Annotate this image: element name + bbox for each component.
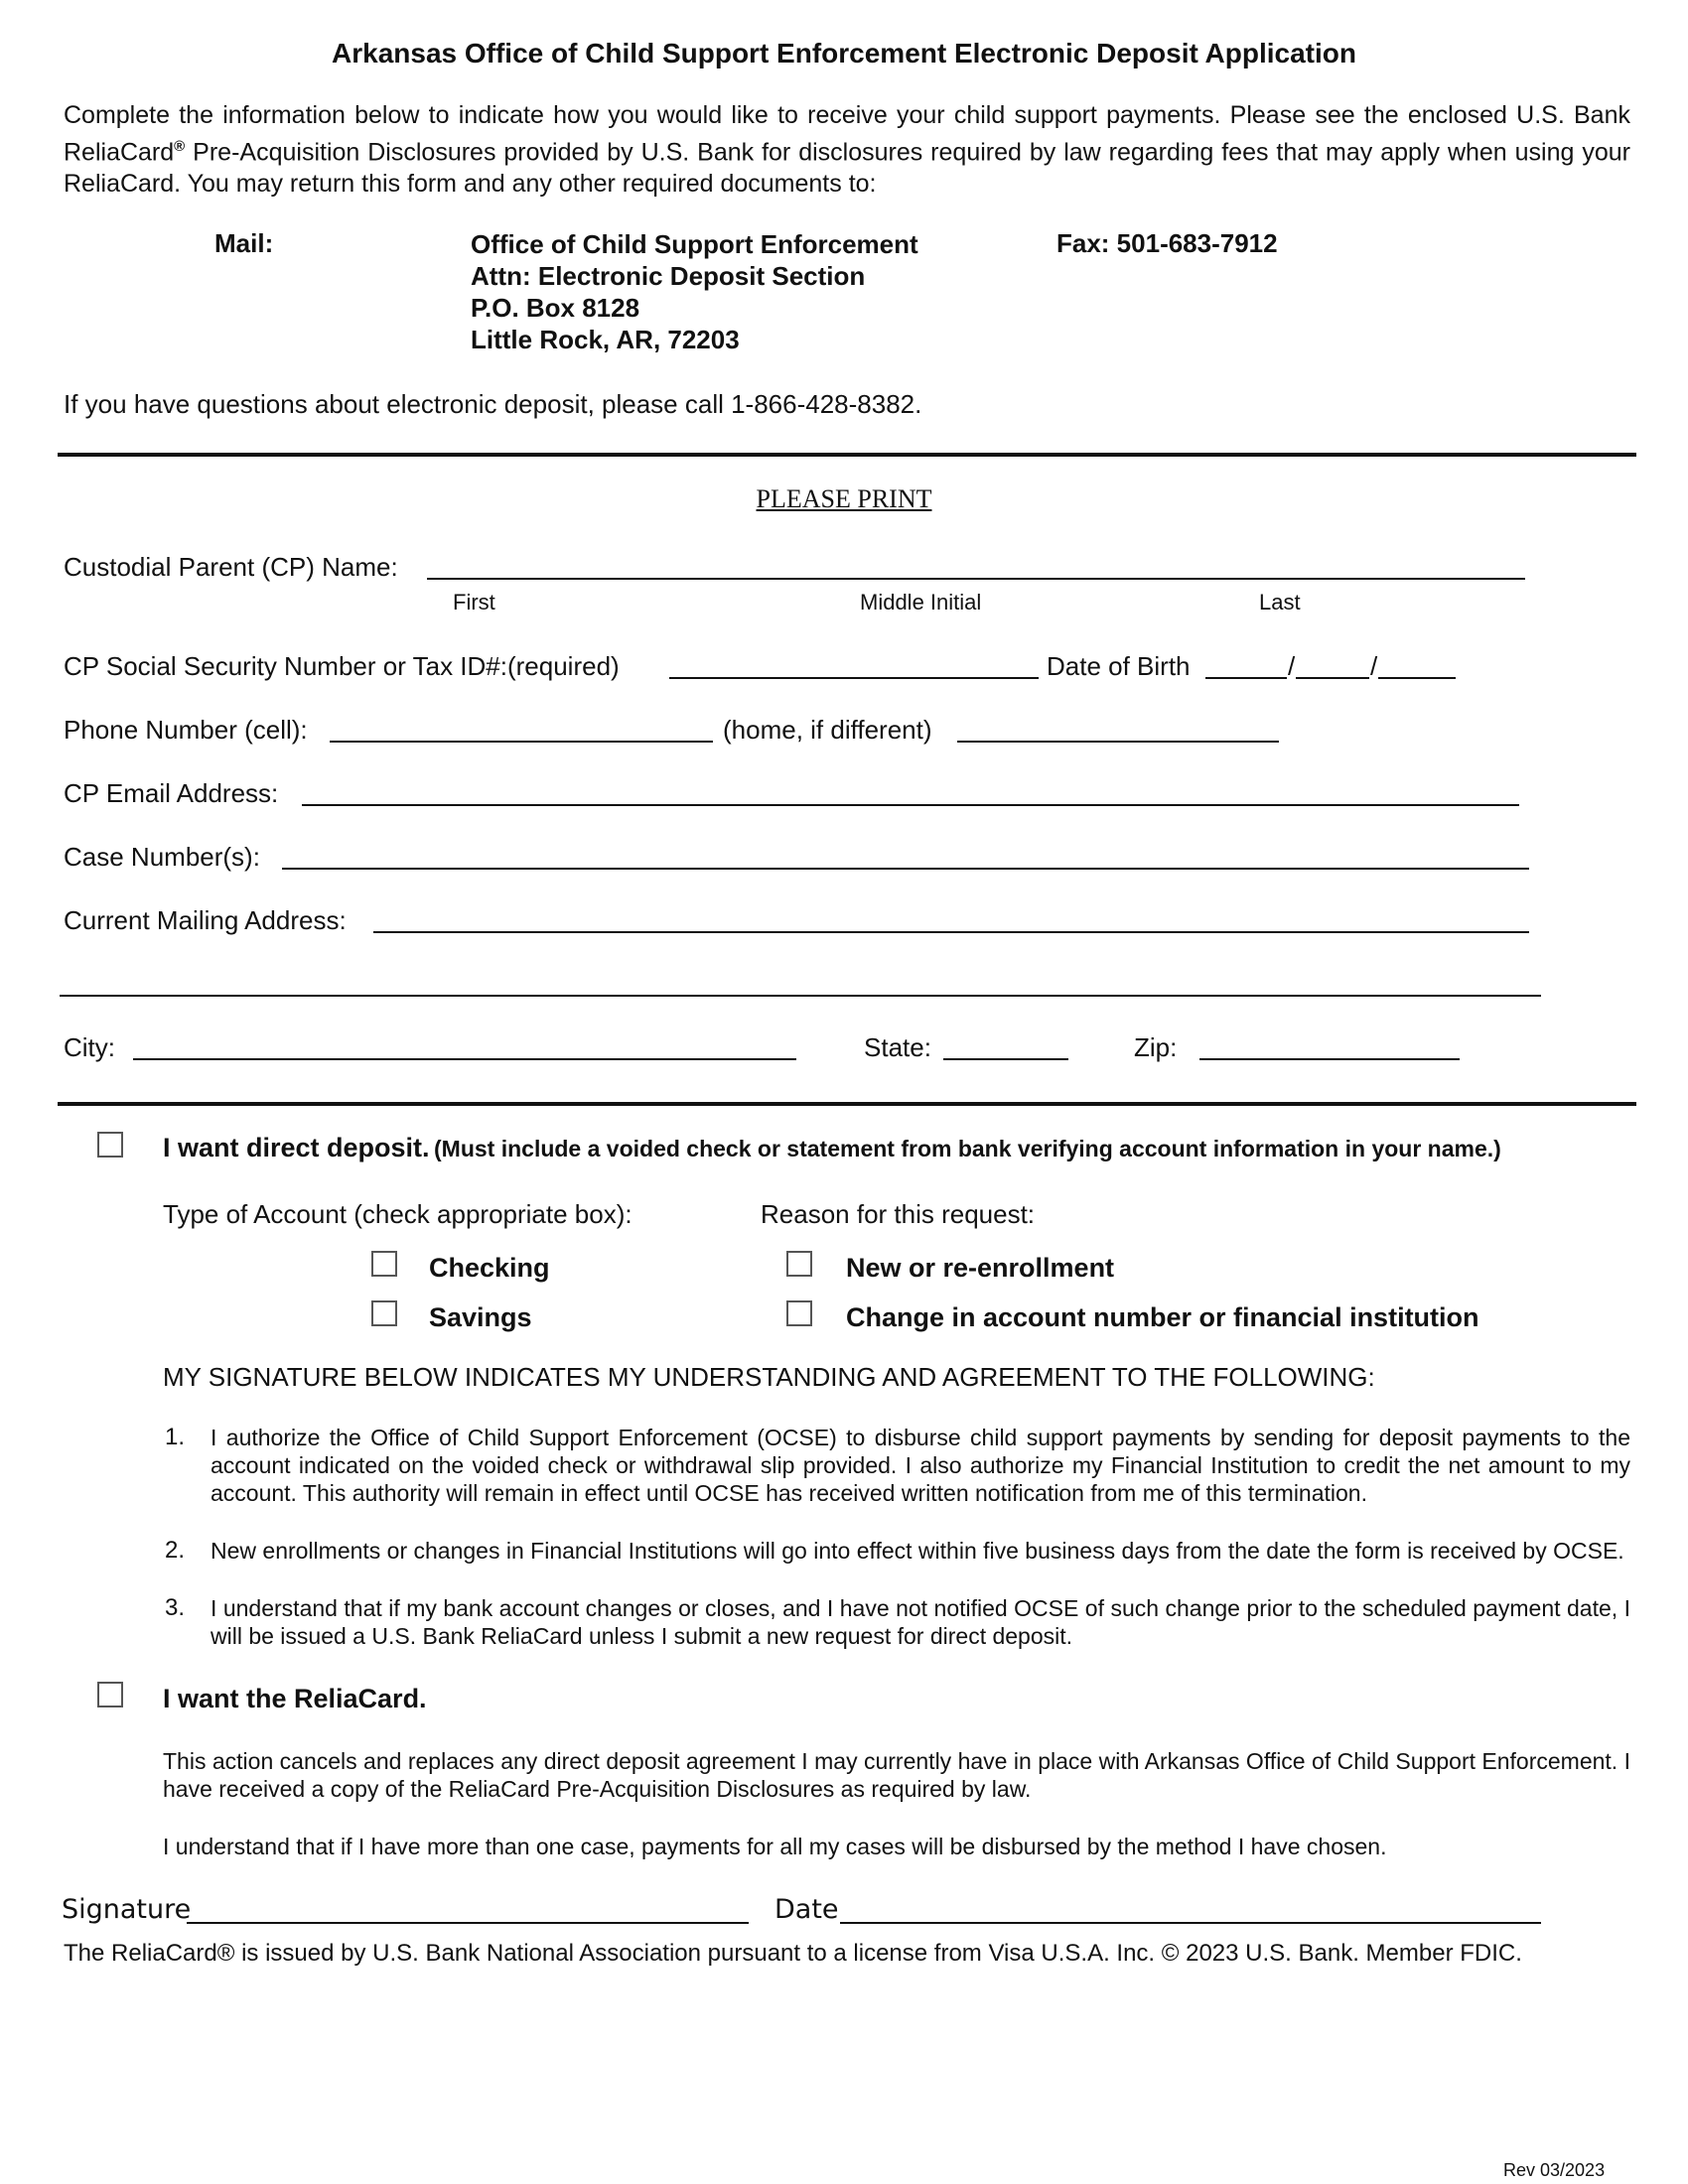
address-line: P.O. Box 8128 (471, 293, 640, 323)
agreement-heading: MY SIGNATURE BELOW INDICATES MY UNDERSTANDING AND AGREEMENT TO THE FOLLOWING: (163, 1362, 1375, 1392)
change-account-checkbox[interactable] (786, 1300, 812, 1326)
zip-label: Zip: (1134, 1032, 1178, 1062)
state-field[interactable] (943, 1058, 1068, 1060)
mailing-address-field[interactable] (373, 931, 1529, 933)
reason-label: Reason for this request: (761, 1199, 1036, 1229)
term-text: I understand that if my bank account changes or closes, and I have not notified OCSE of such change prior to the scheduled payment date, I will be issued a U.S. Bank ReliaCard unless I submit a new request for direct deposit. (211, 1595, 1630, 1649)
mailing-address-block (471, 228, 918, 355)
address-line: Attn: Electronic Deposit Section (471, 261, 866, 291)
cp-name-field[interactable] (427, 578, 1525, 580)
direct-deposit-note: (Must include a voided check or statement from bank verifying account information in your name.) (434, 1136, 1501, 1161)
savings-checkbox[interactable] (371, 1300, 397, 1326)
change-account-label: Change in account number or financial institution (846, 1302, 1479, 1332)
checking-checkbox[interactable] (371, 1251, 397, 1277)
registered-mark: ® (174, 138, 186, 155)
mailing-address-label: Current Mailing Address: (64, 905, 347, 935)
state-label: State: (864, 1032, 931, 1062)
reliacard-disbursement-note: I understand that if I have more than one case, payments for all my cases will be disbursed by the method I have chosen. (163, 1834, 1387, 1859)
dob-year-field[interactable] (1378, 677, 1456, 679)
intro-text-1: Complete the information below to indicate how you would like to receive your child support payments. Please see the enclosed U.S. Bank ReliaCard (64, 101, 1630, 167)
please-print-heading: PLEASE PRINT (756, 484, 932, 513)
section-divider (58, 1102, 1636, 1106)
revision-label: Rev 03/2023 (1503, 2160, 1606, 2180)
city-label: City: (64, 1032, 115, 1062)
ssn-label: CP Social Security Number or Tax ID#:(required) (64, 651, 620, 681)
case-number-field[interactable] (282, 868, 1529, 870)
reliacard-title: I want the ReliaCard. (163, 1684, 427, 1713)
direct-deposit-checkbox[interactable] (97, 1132, 123, 1158)
case-number-label: Case Number(s): (64, 842, 260, 872)
mailing-address-line-2[interactable] (60, 995, 1541, 997)
direct-deposit-heading (163, 1133, 1501, 1163)
name-middle-caption: Middle Initial (860, 590, 982, 614)
ssn-field[interactable] (669, 677, 1039, 679)
city-field[interactable] (133, 1058, 796, 1060)
form-title: Arkansas Office of Child Support Enforcement Electronic Deposit Application (332, 38, 1356, 68)
checking-label: Checking (429, 1253, 550, 1283)
phone-home-field[interactable] (957, 741, 1279, 743)
account-type-label: Type of Account (check appropriate box): (163, 1199, 633, 1229)
intro-paragraph (64, 99, 1630, 200)
footer-disclaimer: The ReliaCard® is issued by U.S. Bank National Association pursuant to a license from Visa U.S.A. Inc. © 2023 U.S. Bank. Member FDIC. (64, 1940, 1522, 1967)
phone-home-label: (home, if different) (723, 715, 932, 745)
dob-day-field[interactable] (1296, 677, 1369, 679)
fax-number: Fax: 501-683-7912 (1056, 228, 1278, 258)
date-field[interactable] (840, 1922, 1541, 1924)
date-label: Date (774, 1894, 839, 1925)
new-enrollment-checkbox[interactable] (786, 1251, 812, 1277)
dob-separator: / (1288, 651, 1296, 681)
savings-label: Savings (429, 1302, 532, 1332)
signature-field[interactable] (187, 1922, 749, 1924)
term-number: 3. (165, 1594, 186, 1621)
new-enrollment-label: New or re-enrollment (846, 1253, 1115, 1283)
mail-label: Mail: (214, 228, 274, 258)
phone-cell-field[interactable] (330, 741, 713, 743)
dob-month-field[interactable] (1205, 677, 1287, 679)
signature-label: Signature (62, 1894, 192, 1925)
term-number: 1. (165, 1424, 186, 1450)
intro-text-2: Pre-Acquisition Disclosures provided by U.S. Bank for disclosures required by law regarding fees that may apply when using your ReliaCard. You may return this form and any other required documents to: (64, 138, 1630, 199)
phone-question: If you have questions about electronic deposit, please call 1-866-428-8382. (64, 389, 922, 419)
term-text: New enrollments or changes in Financial Institutions will go into effect within five business days from the date the form is received by OCSE. (211, 1538, 1624, 1564)
reliacard-checkbox[interactable] (97, 1682, 123, 1707)
direct-deposit-title: I want direct deposit. (163, 1133, 430, 1162)
email-field[interactable] (302, 804, 1519, 806)
name-last-caption: Last (1259, 590, 1301, 614)
name-first-caption: First (453, 590, 495, 614)
address-line: Office of Child Support Enforcement (471, 229, 918, 259)
email-label: CP Email Address: (64, 778, 279, 808)
dob-label: Date of Birth (1047, 651, 1191, 681)
cp-name-label: Custodial Parent (CP) Name: (64, 552, 398, 582)
phone-cell-label: Phone Number (cell): (64, 715, 308, 745)
address-line: Little Rock, AR, 72203 (471, 325, 740, 354)
zip-field[interactable] (1199, 1058, 1460, 1060)
term-text: I authorize the Office of Child Support Enforcement (OCSE) to disburse child support payments by sending for deposit payments to the account indicated on the voided check or withdrawal slip provided. I also authorize my Financial Institution to credit the net amount to my account. This authority will remain in effect until OCSE has received written notification from me of this termination. (211, 1425, 1630, 1506)
section-divider (58, 453, 1636, 457)
term-number: 2. (165, 1537, 186, 1564)
dob-separator: / (1370, 651, 1378, 681)
reliacard-text: This action cancels and replaces any direct deposit agreement I may currently have in place with Arkansas Office of Child Support Enforcement. I have received a copy of the ReliaCard Pre-Acquisition Disclosures as required by law. (163, 1748, 1630, 1802)
